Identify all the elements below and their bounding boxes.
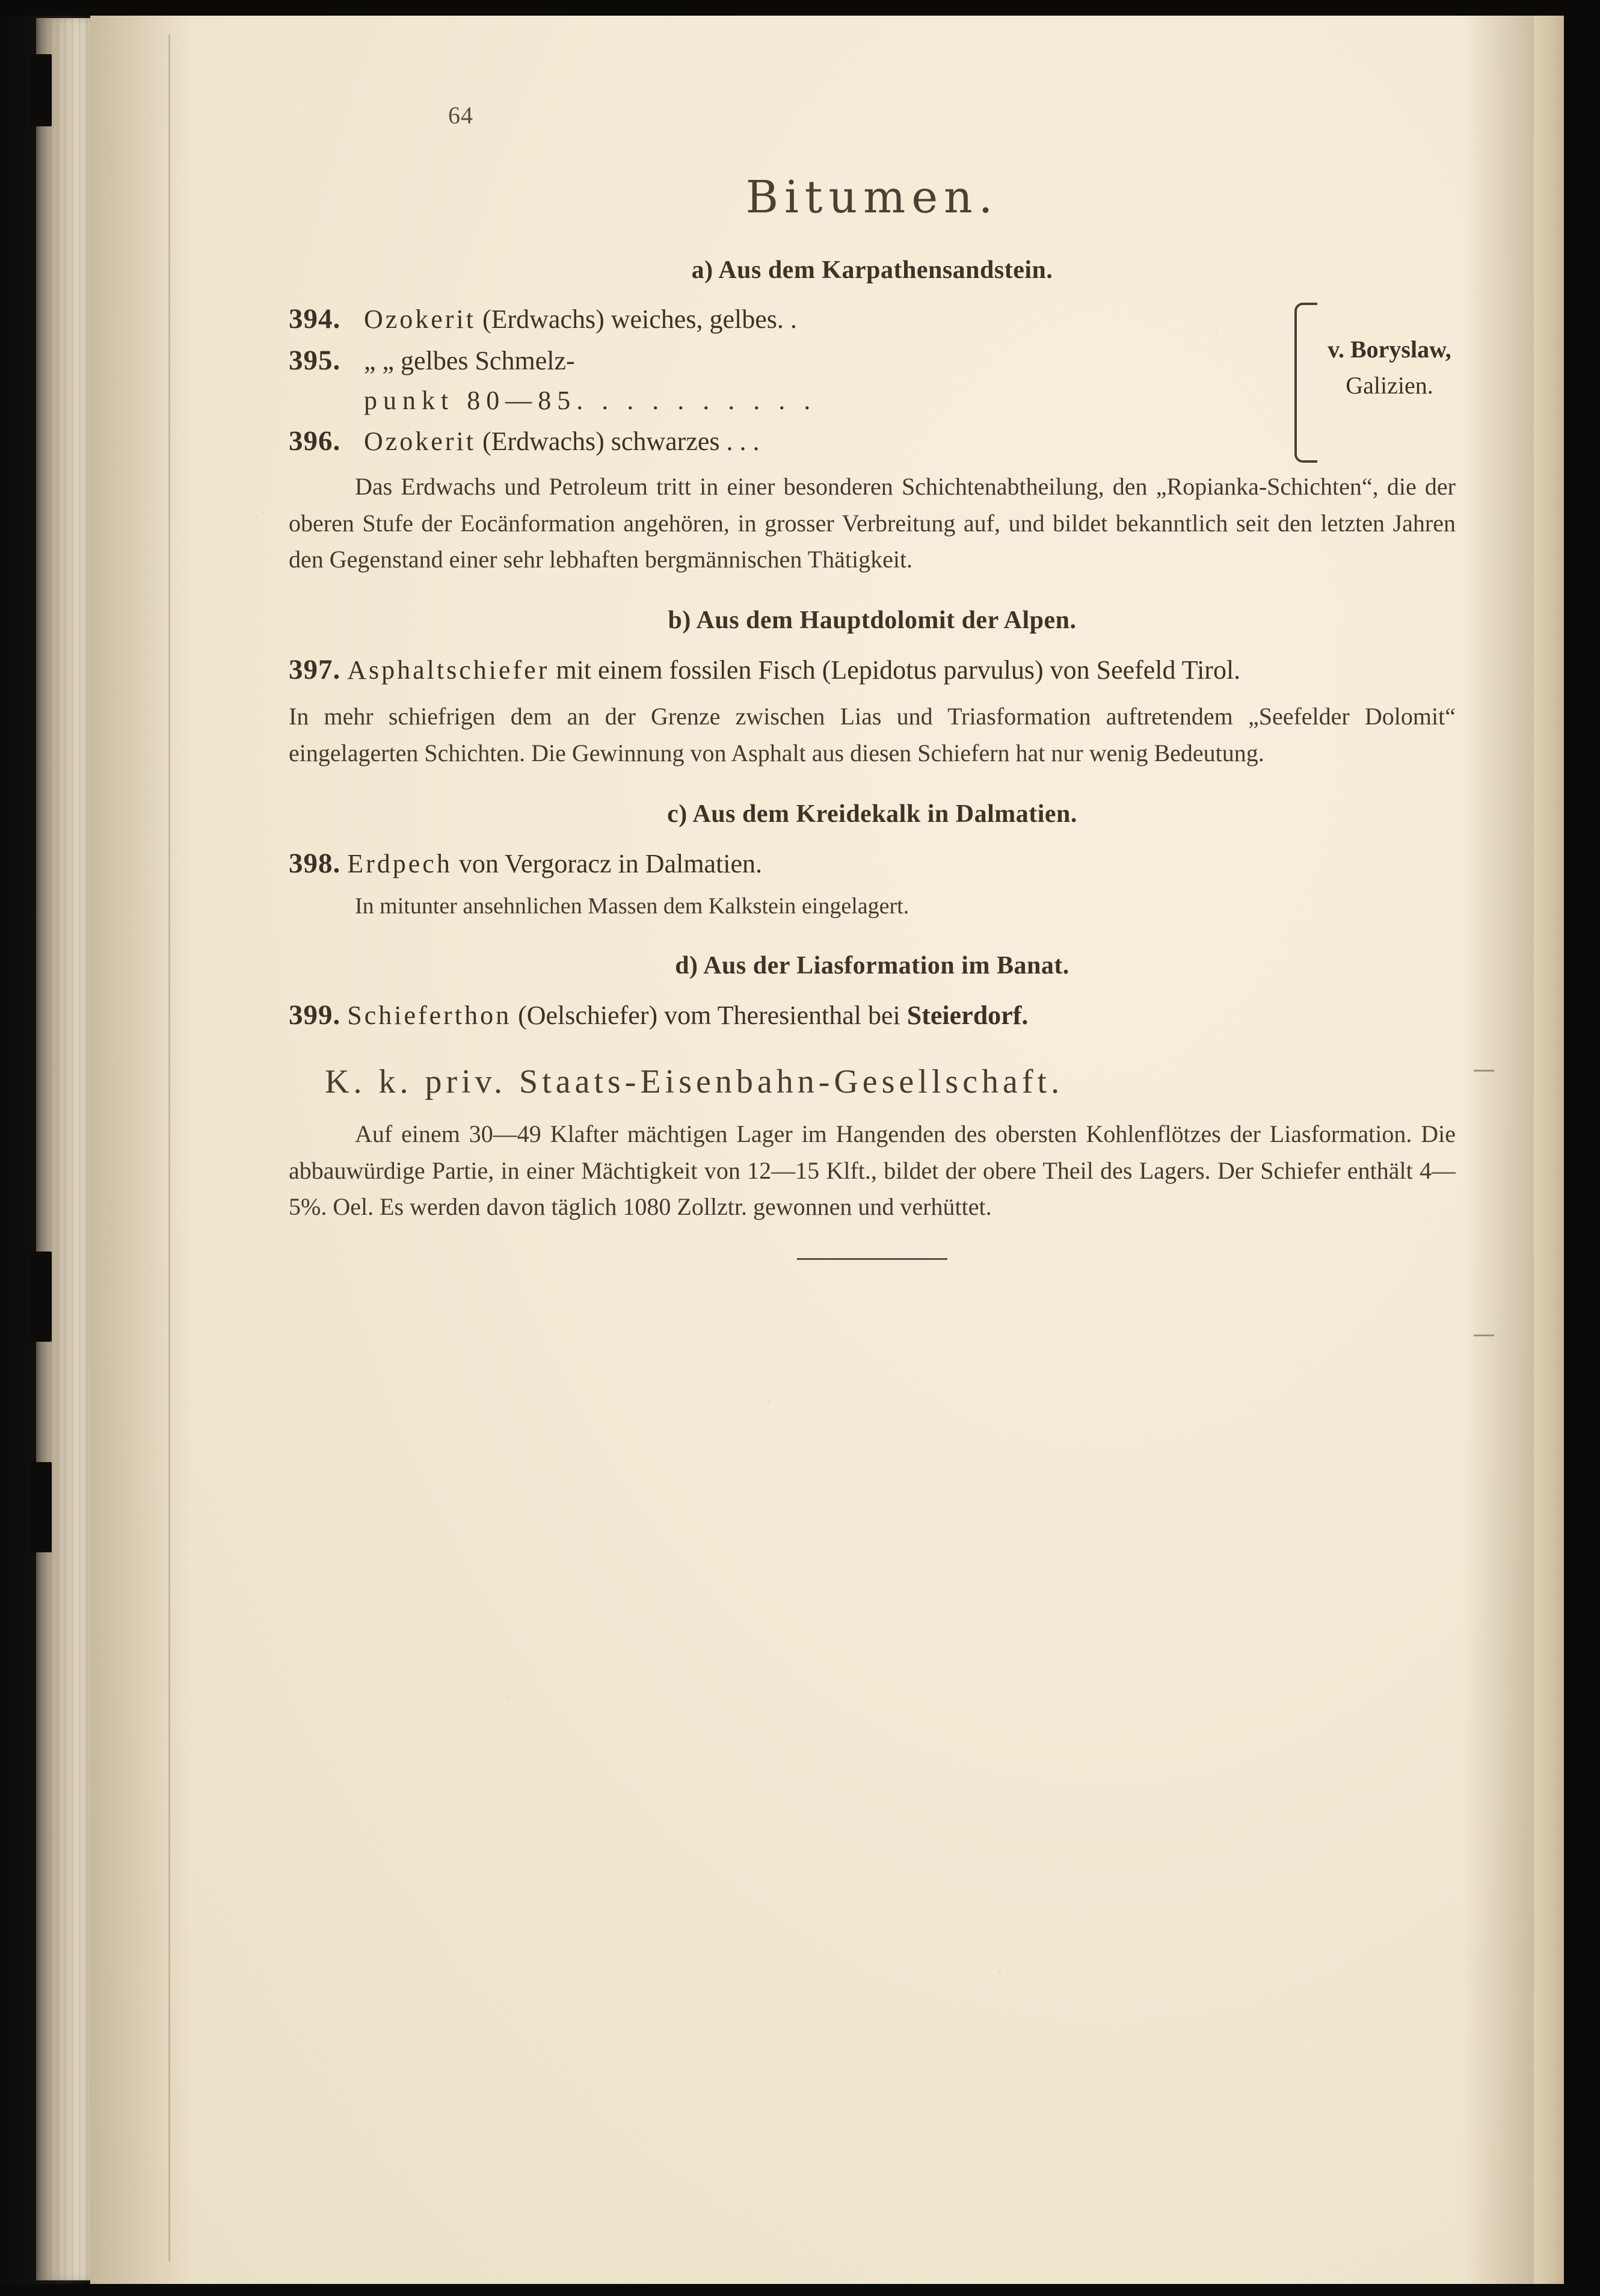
- section-paragraph-b: In mehr schiefrigen dem an der Grenze zwischen Lias und Triasformation auftretendem „Seefelder Dolomit“ eingelagerten Schichten. Die Gewinnung von Asphalt aus diesen Schiefern hat nur wenig Bedeutung.: [289, 703, 1456, 767]
- entry-text: [364, 424, 1456, 460]
- entry-rest: (Erdwachs) schwarzes . . .: [475, 426, 760, 456]
- catalog-entry-398: [289, 844, 1456, 884]
- entry-rest: (Oelschiefer) vom Theresienthal bei: [511, 1001, 907, 1031]
- entry-number: 397.: [289, 654, 341, 686]
- section-heading-b: b) Aus dem Hauptdolomit der Alpen.: [668, 606, 1077, 635]
- book-page: [90, 11, 1534, 2291]
- page-content: [289, 101, 1456, 1260]
- specimen-name: Asphaltschiefer: [347, 655, 550, 685]
- section-divider: [797, 1258, 947, 1260]
- margin-tick: [1474, 1335, 1494, 1336]
- scan-border-right: [1564, 0, 1600, 2296]
- entry-number: 394.: [289, 303, 341, 335]
- entry-text: „ „ gelbes Schmelz-: [364, 345, 575, 375]
- section-heading-a: a) Aus dem Karpathensandstein.: [691, 256, 1053, 284]
- brace-bracket: [1294, 303, 1317, 463]
- section-paragraph-c: In mitunter ansehnlichen Massen dem Kalkstein eingelagert.: [355, 893, 909, 919]
- catalog-entry: [289, 300, 1456, 338]
- entry-rest: (Erdwachs) weiches, gelbes. .: [475, 304, 797, 334]
- entry-text: [364, 302, 1456, 338]
- catalog-entry-399: [289, 996, 1456, 1035]
- section-paragraph-d: Auf einem 30—49 Klafter mächtigen Lager im Hangenden des obersten Kohlenflötzes der Liasformation. Die abbauwürdige Partie, in einer Mächtigkeit von 12—15 Klft., bildet der obere Theil des Lagers. Der Schiefer enthält 4—5%. Oel. Es werden davon täglich 1080 Zollztr. gewonnen und verhüttet.: [289, 1120, 1456, 1221]
- entry-rest: mit einem fossilen Fisch (Lepidotus parvulus) von Seefeld Tirol.: [549, 655, 1241, 685]
- catalog-entry: [289, 422, 1456, 460]
- entry-number: 398.: [289, 847, 341, 879]
- page-title: Bitumen.: [745, 171, 999, 223]
- catalog-entry-397: [289, 650, 1456, 690]
- adjacent-page-edge: [1534, 0, 1564, 2296]
- specimen-name: Ozokerit: [364, 304, 476, 334]
- scan-border-top: [0, 0, 1600, 16]
- entry-number: 399.: [289, 999, 341, 1031]
- scan-border-bottom: [0, 2284, 1600, 2296]
- entry-text: punkt 80—85. . . . . . . . . .: [364, 385, 817, 415]
- entry-rest: von Vergoracz in Dalmatien.: [452, 848, 763, 878]
- section-paragraph-a: Das Erdwachs und Petroleum tritt in einer besonderen Schichtenabtheilung, den „Ropianka-Schichten“, die der oberen Stufe der Eocänformation angehören, in grosser Verbreitung auf, und bildet bekanntlich seit den letzten Jahren den Gegenstand einer sehr lebhaften bergmännischen Thätigkeit.: [289, 472, 1456, 573]
- section-heading-d: d) Aus der Liasformation im Banat.: [675, 952, 1069, 980]
- margin-rule: [168, 35, 170, 2261]
- folio-number: 64: [448, 102, 473, 129]
- specimen-name: Erdpech: [347, 848, 452, 878]
- entry-number: 396.: [289, 425, 341, 457]
- specimen-name: Schieferthon: [347, 1001, 512, 1031]
- section-heading-c: c) Aus dem Kreidekalk in Dalmatien.: [667, 800, 1077, 828]
- page-edge-notch: [31, 1462, 52, 1552]
- entry-number: 395.: [289, 344, 341, 376]
- page-edge-notch: [31, 54, 52, 126]
- page-edge-notch: [31, 1251, 52, 1342]
- catalog-group-a: [289, 300, 1456, 460]
- entry-locality: Steierdorf.: [906, 1001, 1029, 1031]
- specimen-name: Ozokerit: [364, 426, 476, 456]
- locality-region: Galizien.: [1346, 372, 1433, 399]
- company-name: K. k. priv. Staats-Eisenbahn-Gesellschaft.: [325, 1063, 1064, 1101]
- locality-primary: v. Boryslaw,: [1328, 336, 1451, 363]
- margin-tick: [1474, 1070, 1494, 1072]
- catalog-entry-continuation: [289, 383, 1456, 419]
- catalog-entry: [289, 342, 1456, 380]
- locality-label: [1323, 332, 1456, 404]
